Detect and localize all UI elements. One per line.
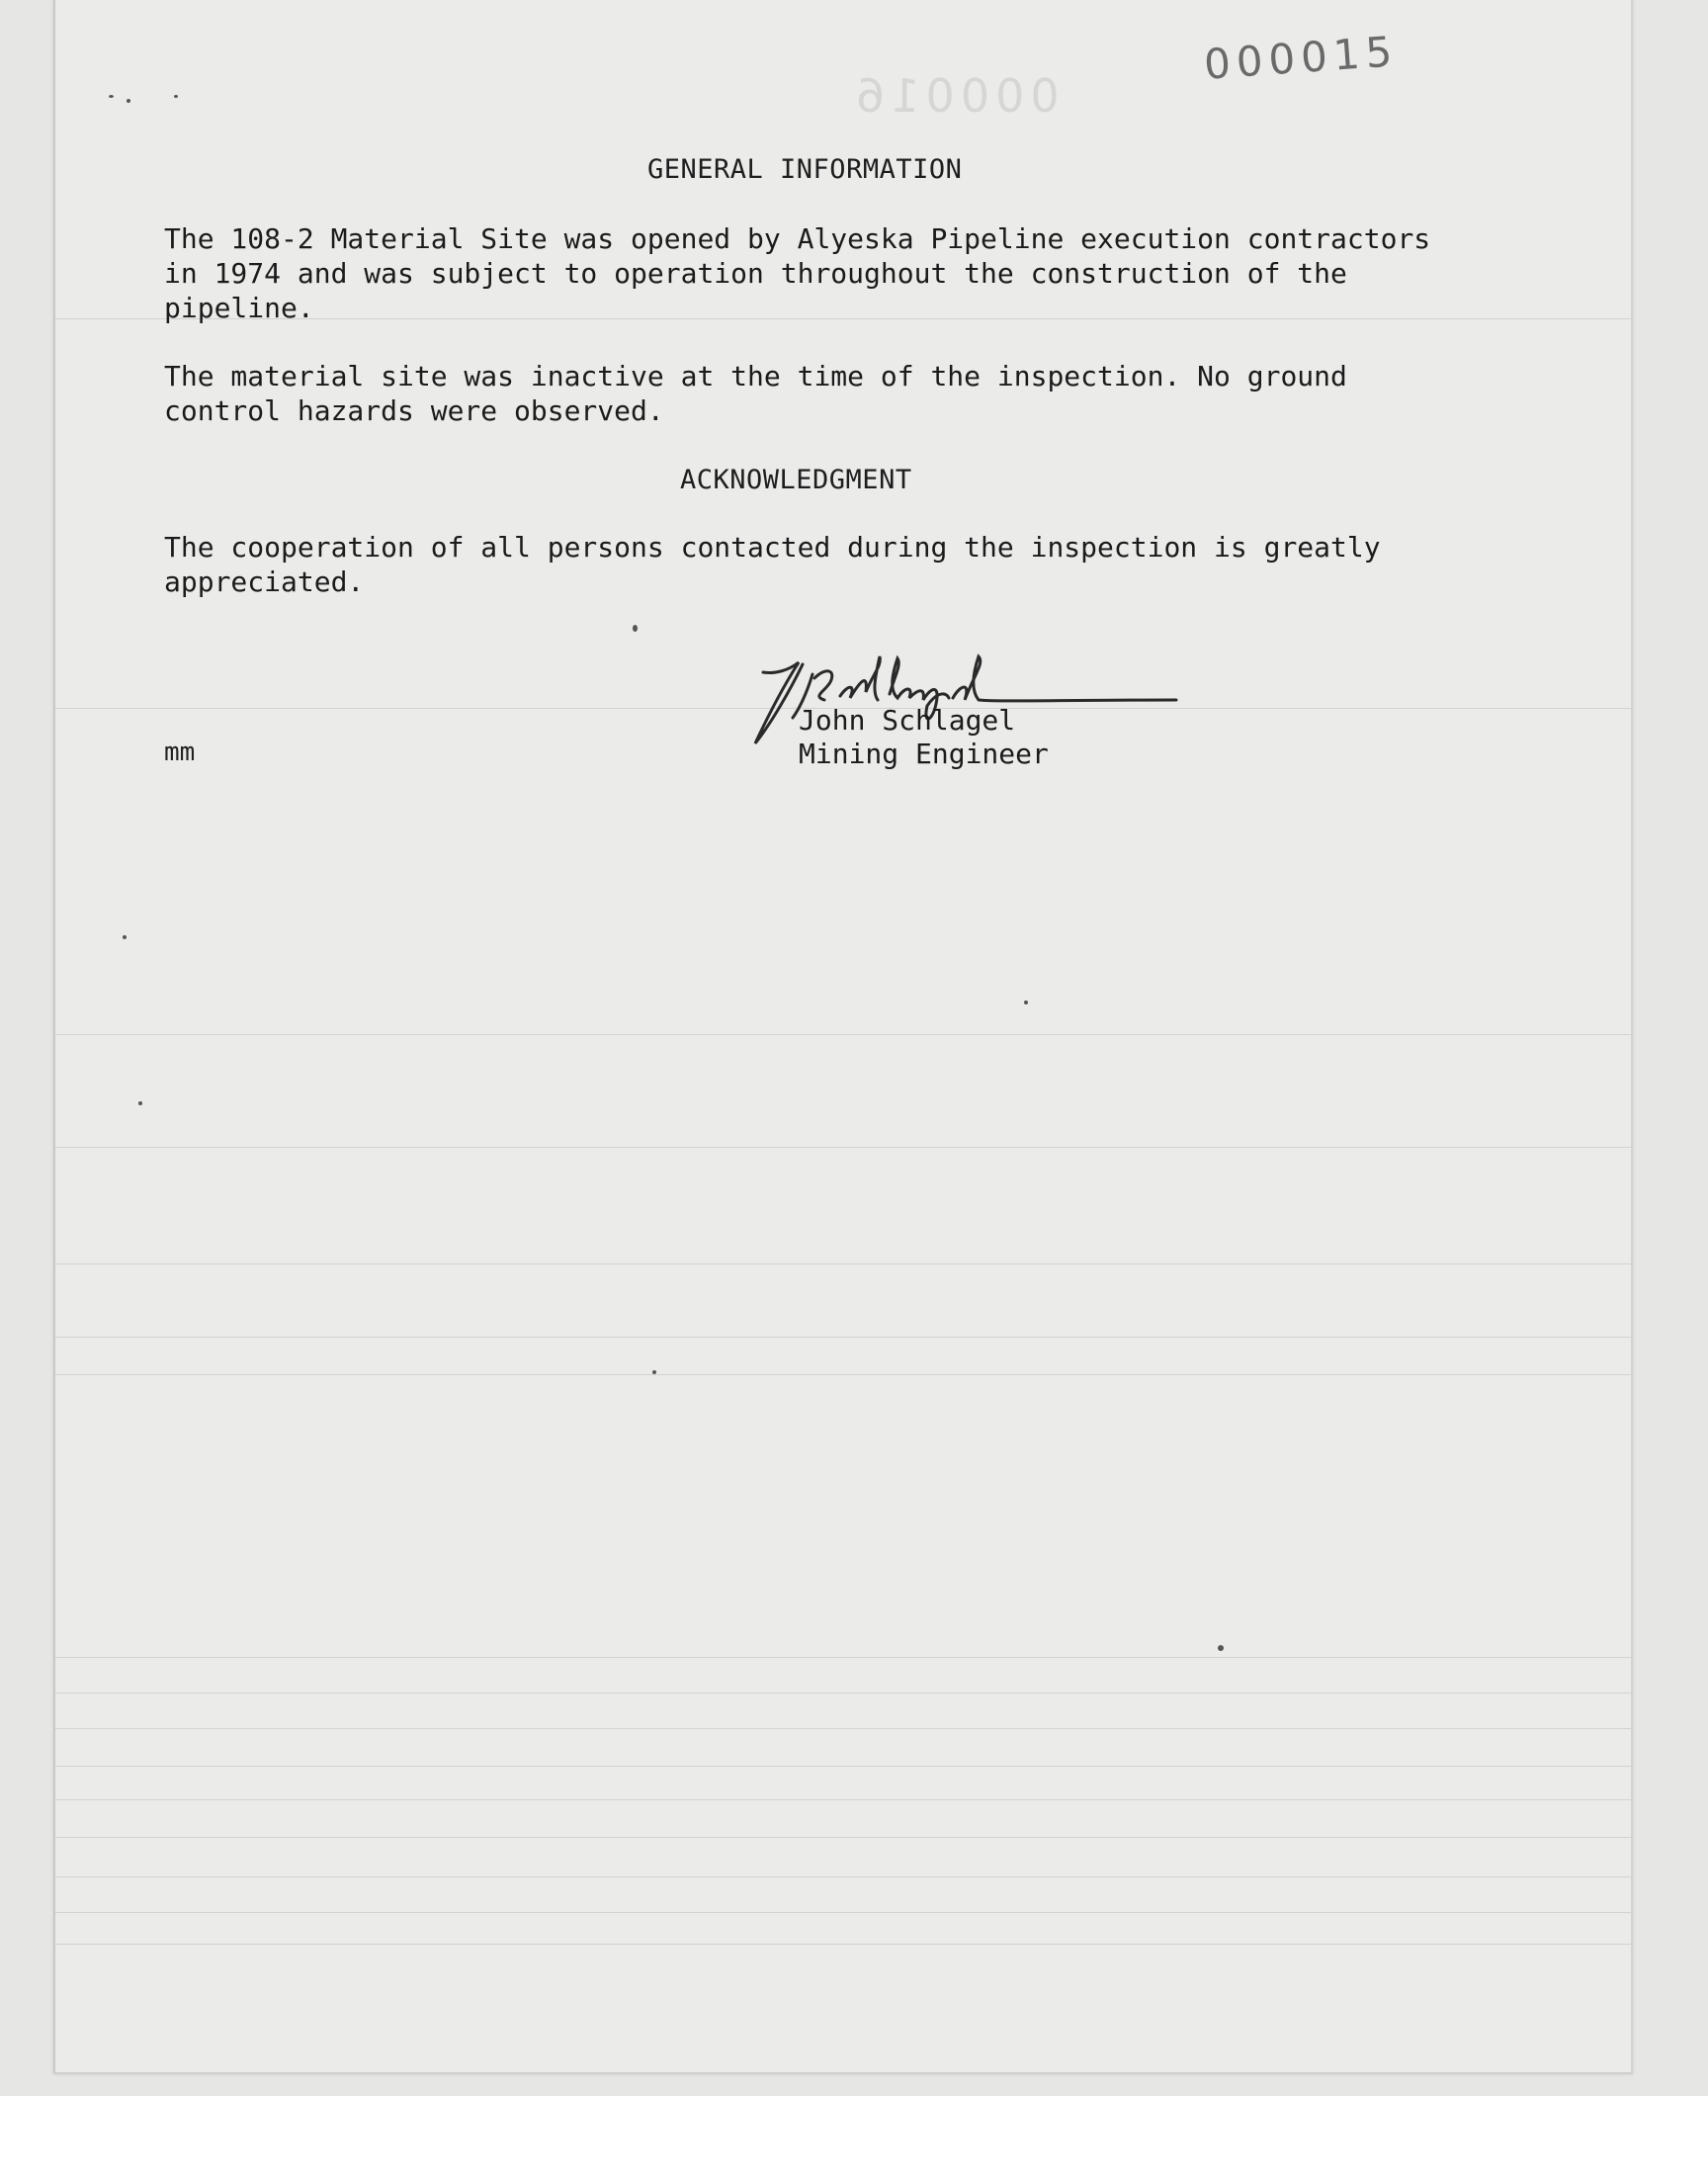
typist-initials: mm bbox=[164, 738, 196, 767]
signer-name: John Schlagel bbox=[799, 704, 1016, 737]
paragraph-material-site-opened: The 108-2 Material Site was opened by Alyeska Pipeline execution contractors in 1974 and was subject to operation throughout the construction of the pipeline. bbox=[164, 222, 1431, 324]
speck bbox=[1218, 1645, 1224, 1651]
paragraph-cooperation: The cooperation of all persons contacted during the inspection is greatly appreciated. bbox=[164, 531, 1381, 598]
speck bbox=[174, 95, 178, 98]
speck bbox=[127, 99, 130, 103]
signer-title: Mining Engineer bbox=[799, 738, 1049, 770]
bleed-through-number: 000016 bbox=[850, 69, 1060, 123]
speck bbox=[633, 625, 638, 632]
paragraph-site-inactive: The material site was inactive at the time of the inspection. No ground control hazards were observed. bbox=[164, 360, 1347, 427]
speck bbox=[138, 1101, 142, 1105]
speck bbox=[1024, 1000, 1028, 1004]
section-heading-acknowledgment: ACKNOWLEDGMENT bbox=[680, 465, 912, 495]
section-heading-general-information: GENERAL INFORMATION bbox=[647, 154, 963, 185]
document-number: 000015 bbox=[1202, 27, 1400, 89]
speck bbox=[652, 1370, 656, 1374]
speck bbox=[109, 95, 114, 98]
speck bbox=[123, 935, 127, 939]
